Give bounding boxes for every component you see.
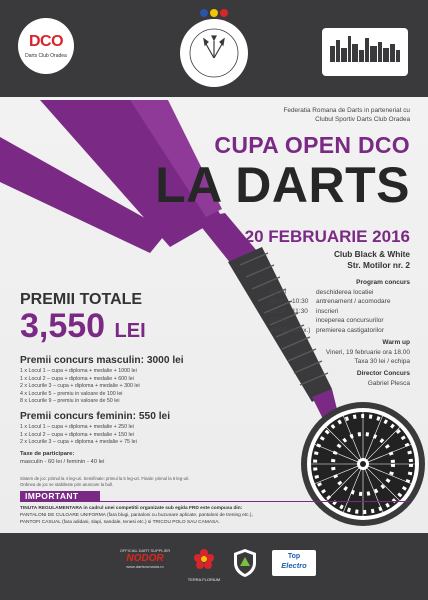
intro-text	[190, 106, 410, 124]
schedule-time: 09:30 - 10:30	[270, 298, 309, 306]
director-heading: Director Concurs	[356, 370, 410, 377]
dco-logo-subtitle: Darts Club Oradea	[25, 53, 67, 59]
director-name: Gabriel Plesca	[367, 379, 410, 387]
prize-item: 1 x Locul 2 – cupa + diploma + medalie + 600 lei	[20, 375, 134, 382]
warmup-heading: Warm up	[382, 339, 410, 346]
note-line: Ordinea de joc se stabileste prin aruncare la bull.	[20, 482, 114, 487]
nodor-url: www.dartsromania.ro	[126, 564, 164, 569]
schedule-time: 10:30 - 11:30	[270, 307, 308, 315]
terra-florium-logo	[186, 548, 222, 580]
schedule-row	[270, 288, 410, 298]
dress-code-line: TINUTA REGULAMENTARA in cadrul unei competitii organizate sub egida FRD este compusa din:	[20, 506, 243, 511]
total-prizes-label: PREMII TOTALE	[20, 291, 143, 308]
dress-code-text	[20, 505, 410, 526]
fees-heading: Taxe de participare:	[20, 451, 75, 457]
note-line: Sistem de joc: primul la 4 leg-uri. Semifinale: primul la 5 leg-uri. Finale: primul la 6 leg-uri.	[20, 476, 190, 481]
prize-item: 2 x Locurile 3 – cupa + diploma + medalie + 300 lei	[20, 383, 140, 390]
schedule-time: 20:00 (aprox.)	[270, 326, 311, 334]
warmup-date: Vineri, 19 februarie ora 18.00	[325, 348, 410, 356]
schedule-description: premierea castigatorilor	[316, 326, 384, 334]
prize-currency: LEI	[114, 320, 146, 342]
fees-line: masculin - 60 lei / feminin - 40 lei	[20, 459, 105, 466]
venue-address: Str. Motilor nr. 2	[347, 260, 410, 270]
dco-logo	[18, 18, 74, 74]
important-badge: IMPORTANT	[20, 491, 100, 502]
black-white-logo	[322, 28, 408, 76]
director-block	[270, 369, 410, 388]
prize-item: 8 x Locurile 9 – premiu in valoare de 50 lei	[20, 398, 120, 405]
prize-item: 1 x Locul 1 – cupa + diploma + medalie + 1000 lei	[20, 368, 137, 374]
schedule-row	[270, 316, 410, 326]
prize-item: 1 x Locul 1 – cupa + diploma + medalie + 250 lei	[20, 424, 134, 430]
federation-logo	[178, 6, 250, 92]
top-electro-logo	[272, 550, 316, 576]
warmup-fee: Taxa 30 lei / echipa	[354, 358, 410, 366]
schedule-description: deschiderea locatiei	[316, 288, 374, 296]
nodor-tagline: OFFICIAL DART SUPPLIER	[119, 548, 171, 553]
women-prizes-title: Premii concurs feminin: 550 lei	[20, 411, 171, 422]
intro-line: Federatia Romana de Darts in parteneriat cu	[283, 107, 410, 114]
event-title-line-2: LA DARTS	[155, 157, 410, 213]
men-prizes-list	[20, 368, 140, 406]
nodor-name: NODOR	[126, 553, 164, 564]
schedule-description: inscrieri	[316, 307, 339, 315]
schedule-row	[270, 297, 410, 307]
schedule-time: 12:30	[270, 317, 287, 325]
event-date: 20 FEBRUARIE 2016	[244, 227, 410, 246]
warmup-block	[270, 338, 410, 367]
game-rules-note	[20, 476, 240, 488]
women-prizes-list	[20, 424, 137, 447]
shield-icon	[232, 548, 258, 578]
important-divider	[100, 501, 410, 502]
schedule-row	[270, 307, 410, 317]
total-prizes-amount	[20, 309, 146, 343]
terra-florium-name: TERRA FLORIUM	[187, 577, 221, 582]
schedule-row	[270, 326, 410, 336]
top-electro-line-1: Top	[287, 553, 301, 560]
schedule-time: 09:30	[270, 288, 287, 296]
participation-fees	[20, 450, 104, 467]
program-schedule	[270, 278, 410, 336]
men-prizes-title: Premii concurs masculin: 3000 lei	[20, 355, 184, 366]
city-skyline-icon	[322, 28, 408, 76]
shield-sponsor-logo	[232, 548, 258, 580]
top-electro-line-2: Electro	[281, 561, 307, 570]
prize-item: 4 x Locurile 5 – premiu in valoare de 100 lei	[20, 390, 123, 397]
event-title-line-1: CUPA OPEN DCO	[214, 132, 410, 158]
dress-code-line: PANTOFI CASUAL (fara adidasi, slapi, sandale, tenesi etc.) si TRICOU POLO SAU CAMASA.	[20, 520, 220, 525]
venue	[334, 249, 410, 271]
dress-code-line: PANTALONI DE CULOARE UNIFORMA (fara blugi, pantaloni cu buzunare aplicate, pantaloni de trening etc.),	[20, 513, 253, 518]
prize-item: 1 x Locul 2 – cupa + diploma + medalie + 150 lei	[20, 431, 134, 438]
nodor-sponsor-logo	[110, 548, 180, 580]
venue-name: Club Black & White	[333, 249, 410, 259]
intro-line: Clubul Sportiv Darts Club Oradea	[315, 116, 410, 123]
dco-logo-text: DCO	[28, 33, 64, 50]
header-bar	[0, 0, 428, 97]
schedule-description: inceperea concursurilor	[316, 317, 384, 325]
prize-amount-value: 3,550	[20, 307, 106, 345]
prize-item: 2 x Locurile 3 – cupa + diploma + medalie + 75 lei	[20, 439, 137, 446]
flower-icon	[186, 548, 222, 570]
program-heading: Program concurs	[356, 279, 410, 286]
schedule-description: antrenament / acomodare	[316, 298, 391, 306]
